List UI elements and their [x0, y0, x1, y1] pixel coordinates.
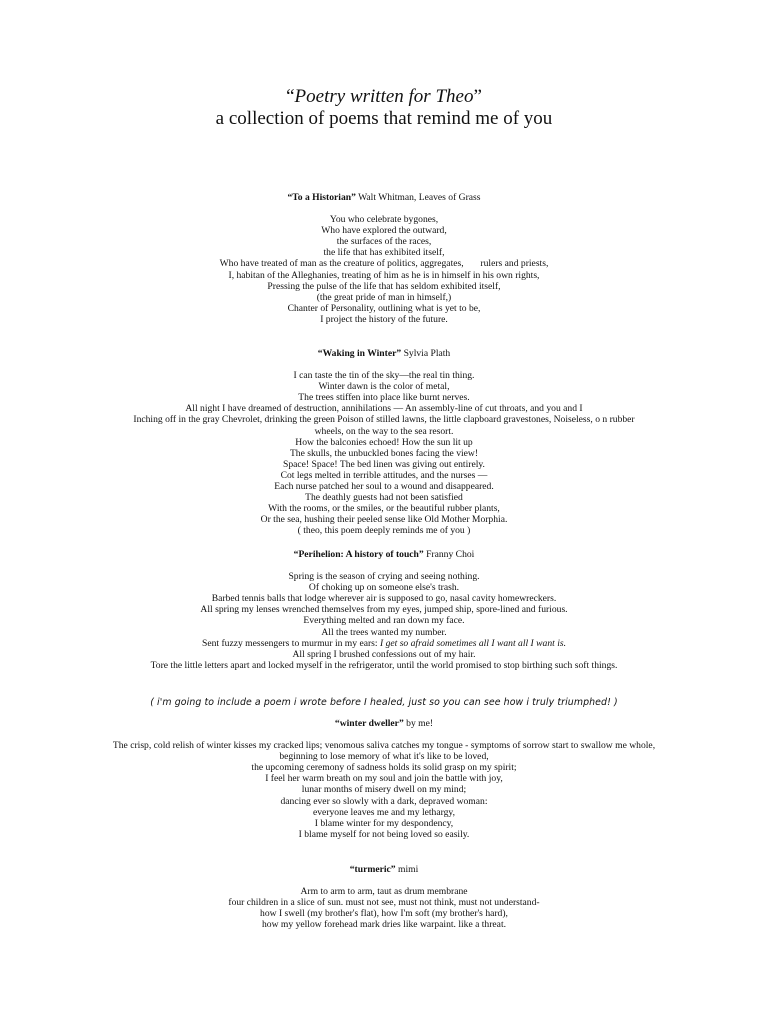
poem-winter-dweller — [0, 718, 768, 840]
messenger-line-italic: I get so afraid sometimes all I want all I want is. — [379, 637, 566, 649]
poem-line: The crisp, cold relish of winter kisses my cracked lips; venomous saliva catches my tongue - symptoms of sorrow start to swallow me whole, — [112, 740, 656, 752]
poem-title: “To a Historian” — [287, 192, 356, 203]
poem-heading — [0, 549, 768, 560]
poem-line: The deathly guests had not been satisfied — [305, 492, 463, 504]
poem-line: I, habitan of the Alleghanies, treating of him as he is in himself in his own rights, — [228, 269, 540, 281]
poem-line: the life that has exhibited itself, — [323, 247, 445, 259]
poem-line: Who have explored the outward, — [321, 225, 447, 237]
poem-line: All the trees wanted my number. — [321, 626, 447, 638]
poem-to-a-historian — [0, 192, 768, 325]
poem-line: All spring I brushed confessions out of my hair. — [292, 648, 476, 660]
poem-line: I project the history of the future. — [320, 313, 448, 325]
poem-author: Walt Whitman, Leaves of Grass — [358, 192, 481, 203]
poem-line: I feel her warm breath on my soul and join the battle with joy, — [265, 773, 503, 785]
collection-subtitle: a collection of poems that remind me of you — [215, 108, 553, 129]
poem-line: how my yellow forehead mark dries like warpaint. like a threat. — [261, 919, 507, 931]
poem-line: the surfaces of the races, — [336, 236, 432, 248]
poem-line: Pressing the pulse of the life that has seldom exhibited itself, — [267, 280, 501, 292]
poem-line: I can taste the tin of the sky—the real tin thing. — [293, 370, 475, 382]
poem-line: Each nurse patched her soul to a wound and disappeared. — [274, 481, 494, 493]
poem-line: Arm to arm to arm, taut as drum membrane — [300, 886, 468, 898]
messenger-line-text: Sent fuzzy messengers to murmur in my ears: — [202, 637, 380, 649]
poem-line: four children in a slice of sun. must not see, must not think, must not understand- — [228, 897, 540, 909]
author-note: ( i'm going to include a poem i wrote before I healed, just so you can see how i truly triumphed! ) — [150, 697, 618, 708]
poem-line: All night I have dreamed of destruction, annihilations — An assembly-line of cut throats, and you and I — [185, 403, 583, 415]
poem-author: by me! — [406, 718, 434, 729]
poem-line: Everything melted and ran down my face. — [303, 615, 465, 627]
poem-line: The skulls, the unbuckled bones facing the view! — [289, 447, 479, 459]
poem-author: Sylvia Plath — [403, 348, 451, 359]
poem-line: Winter dawn is the color of metal, — [318, 381, 450, 393]
poem-waking-in-winter — [0, 348, 768, 537]
poem-author: Franny Choi — [426, 549, 475, 560]
poem-title: “turmeric” — [349, 864, 396, 875]
poem-line: wheels, on the way to the sea resort. — [314, 425, 454, 437]
close-quote: ” — [473, 86, 482, 107]
poem-line: Inching off in the gray Chevrolet, drinking the green Poison of stilled lawns, the little clapboard gravestones, Noiseless, o n rubber — [133, 414, 635, 426]
poem-line: lunar months of misery dwell on my mind; — [301, 784, 467, 796]
poem-line: All spring my lenses wrenched themselves from my eyes, jumped ship, spore-lined and furious. — [200, 604, 568, 616]
poem-turmeric — [0, 864, 768, 930]
poem-line: Chanter of Personality, outlining what is yet to be, — [287, 302, 481, 314]
poem-line: I blame winter for my despondency, — [314, 817, 454, 829]
poem-line: dancing ever so slowly with a dark, depraved woman: — [280, 795, 488, 807]
poem-line: Of choking up on someone else's trash. — [308, 582, 460, 594]
poem-line: With the rooms, or the smiles, or the beautiful rubber plants, — [268, 503, 500, 515]
poem-line: (the great pride of man in himself,) — [316, 291, 452, 303]
poem-line: The trees stiffen into place like burnt nerves. — [298, 392, 470, 404]
poem-line — [0, 638, 768, 649]
poem-heading — [0, 192, 768, 203]
collection-title — [0, 86, 768, 108]
poem-line: Spring is the season of crying and seeing nothing. — [288, 571, 480, 583]
poem-heading — [0, 864, 768, 875]
poem-line: Who have treated of man as the creature of politics, aggregates, rulers and priests, — [219, 258, 549, 270]
poem-title: “Perihelion: A history of touch” — [293, 549, 424, 560]
poem-author: mimi — [397, 864, 419, 875]
poem-line: Space! Space! The bed linen was giving out entirely. — [283, 458, 485, 470]
collection-title-text: Poetry written for Theo — [294, 86, 474, 107]
poem-heading — [0, 348, 768, 359]
poem-title: “Waking in Winter” — [317, 348, 402, 359]
poem-line: How the balconies echoed! How the sun lit up — [295, 436, 473, 448]
poem-title: “winter dweller” — [334, 718, 404, 729]
poem-line: the upcoming ceremony of sadness holds its solid grasp on my spirit; — [251, 762, 517, 774]
poem-line: I blame myself for not being loved so easily. — [298, 828, 470, 840]
poem-perihelion — [0, 549, 768, 671]
poem-heading — [0, 718, 768, 729]
poem-line: ( theo, this poem deeply reminds me of you ) — [297, 525, 471, 537]
poem-line: Or the sea, hushing their peeled sense like Old Mother Morphia. — [260, 514, 508, 526]
poem-line: beginning to lose memory of what it's like to be loved, — [279, 751, 489, 763]
document-title-block — [0, 86, 768, 130]
open-quote: “ — [286, 86, 295, 107]
poem-line: Barbed tennis balls that lodge wherever air is supposed to go, nasal cavity homewreckers. — [211, 593, 557, 605]
poem-line: how I swell (my brother's flat), how I'm soft (my brother's hard), — [260, 908, 508, 920]
poem-line: You who celebrate bygones, — [329, 214, 439, 226]
poem-line: Cot legs melted in terrible attitudes, and the nurses — — [280, 469, 488, 481]
poem-line: everyone leaves me and my lethargy, — [313, 806, 455, 818]
poem-line: Tore the little letters apart and locked myself in the refrigerator, until the world promised to stop birthing such soft things. — [150, 659, 618, 671]
